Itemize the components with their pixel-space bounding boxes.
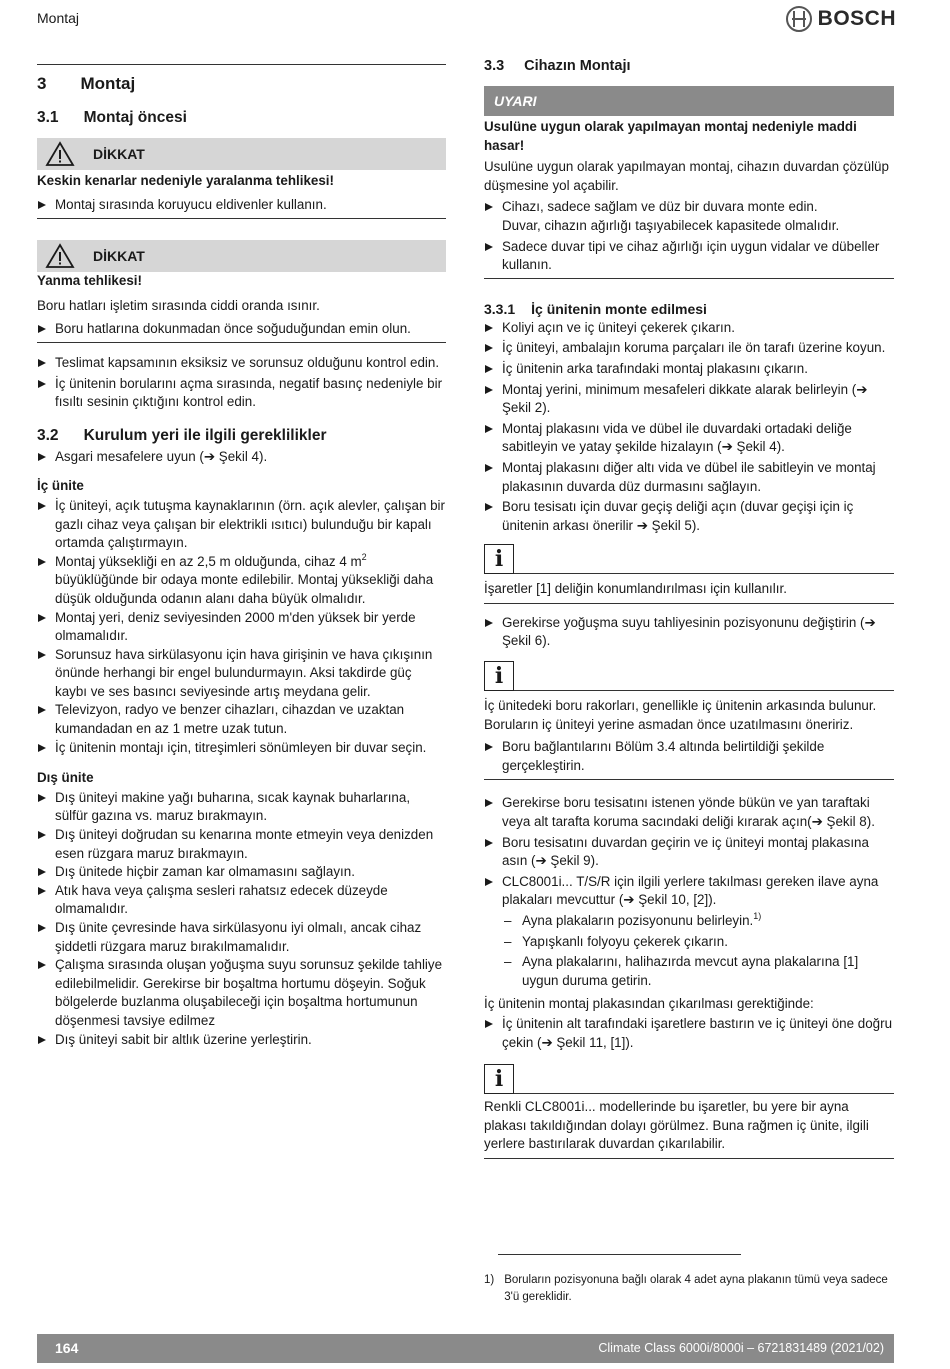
caution-title: Keskin kenarlar nedeniyle yaralanma tehlikesi! — [37, 173, 334, 188]
heading-number: 3.2 — [37, 426, 59, 444]
list-item: Çalışma sırasında oluşan yoğuşma suyu sorunsuz şekilde tahliye edilebilmelidir. Gerekirse bir boşaltma hortumu döşeyin. Soğuk bölgelerde buzlanma oluşabileceği için boşaltma hortumunun döşenmesi tavsiye edilmez — [37, 956, 446, 1030]
right-column — [484, 56, 894, 1159]
list-item: Boru tesisatını duvardan geçirin ve iç üniteyi montaj plakasına asın (➔ Şekil 9). — [484, 834, 894, 871]
piping-steps-list — [484, 794, 894, 910]
info-text: İç ünitedeki boru rakorları, genellikle iç ünitenin arkasında bulunur. Boruların iç üniteyi yerine asmadan önce uzatılmasını öneririz. — [484, 698, 877, 732]
caution-bar — [37, 138, 446, 170]
info-note-header — [484, 544, 894, 574]
subsubsection-heading-3-3-1 — [484, 300, 894, 318]
info-text: İşaretler [1] deliğin konumlandırılması için kullanılır. — [484, 581, 787, 597]
list-item: İç üniteyi, açık tutuşma kaynaklarının (örn. açık alevler, çalışan bir gazlı cihaz veya çalışan bir elektrikli ısıtıcı) bulunduğu bir kapalı ortamda çalıştırmayın. — [37, 497, 446, 553]
info-icon: i — [484, 544, 514, 574]
removal-list — [484, 1015, 894, 1052]
warning-bar: UYARI — [484, 86, 894, 116]
outdoor-unit-list — [37, 789, 446, 1049]
footnote-divider — [498, 1254, 741, 1255]
checklist — [37, 354, 446, 412]
text-part: Cihazı, sadece sağlam ve düz bir duvara monte edin. — [502, 199, 818, 215]
list-item: Atık hava veya çalışma sesleri rahatsız edecek düzeyde olmamalıdır. — [37, 882, 446, 919]
caution-list — [37, 196, 446, 215]
caution-title: Yanma tehlikesi! — [37, 273, 142, 289]
warning-text: Usulüne uygun olarak yapılmayan montaj, cihazın duvardan çözülüp düşmesine yol açabilir. — [484, 159, 889, 193]
text-part: büyüklüğünde bir odaya monte edilebilir. Montaj yüksekliği daha düşük olduğunda odanın alanı daha büyük olmalıdır. — [55, 572, 434, 606]
text-part: Duvar, cihazın ağırlığı taşıyabilecek kapasitede olmalıdır. — [502, 217, 840, 233]
superscript: 2 — [361, 551, 367, 562]
list-item: Teslimat kapsamının eksiksiz ve sorunsuz olduğunu kontrol edin. — [37, 354, 446, 373]
caution-label: DİKKAT — [93, 145, 145, 162]
info-note-header — [484, 661, 894, 691]
list-item — [502, 912, 894, 931]
list-item: – Yapışkanlı folyoyu çekerek çıkarın. — [502, 933, 894, 952]
caution-list — [37, 320, 446, 339]
indoor-unit-list — [37, 497, 446, 757]
footnote-number: 1) — [484, 1274, 495, 1286]
section-heading — [37, 73, 446, 95]
document-id: Climate Class 6000i/8000i – 6721831489 (2021/02) — [598, 1341, 884, 1356]
list-item: Boru tesisatı için duvar geçiş deliği açın (duvar geçişi için iç ünitenin arkası önerilir ➔ Şekil 5). — [484, 498, 894, 535]
bosch-armature-icon — [786, 6, 812, 32]
heading-title: Montaj öncesi — [83, 109, 187, 126]
info-text: Renkli CLC8001i... modellerinde bu işaretler, bu yere bir ayna plakası takıldığından dolayı görülmez. Buna rağmen iç ünite, ilgili yerlere bastırılarak duvardan çıkarılabilir. — [484, 1099, 869, 1152]
subsection-heading-3-3 — [484, 56, 894, 76]
list-item: Gerekirse yoğuşma suyu tahliyesinin pozisyonunu değiştirin (➔ Şekil 6). — [484, 614, 894, 651]
list-item: Montaj plakasını diğer altı vida ve dübel ile sabitleyin ve montaj plakasının duvarda düz durmasını sağlayın. — [484, 459, 894, 496]
list-item: Sorunsuz hava sirkülasyonu için hava girişinin ve hava çıkışının önünde herhangi bir engel bulundurmayın. Aksi takdirde güç kaybı ve ses basıncı seviyesinde artış meydana gelir. — [37, 646, 446, 702]
list-item: Boru bağlantılarını Bölüm 3.4 altında belirtildiği şekilde gerçekleştirin. — [484, 738, 894, 775]
list-item: Dış üniteyi doğrudan su kenarına monte etmeyin veya denizden esen rüzgara maruz bırakmayın. — [37, 826, 446, 863]
page-footer — [37, 1334, 894, 1363]
list-item: Montaj yerini, minimum mesafeleri dikkate alarak belirleyin (➔ Şekil 2). — [484, 381, 894, 418]
list-item: Montaj plakasını vida ve dübel ile duvardaki ortadaki deliğe sabitleyin ve yatay şekilde hizalayın (➔ Şekil 4). — [484, 420, 894, 457]
list-item: Montaj sırasında koruyucu eldivenler kullanın. — [37, 196, 446, 215]
list-item: Montaj yeri, deniz seviyesinden 2000 m'den yüksek bir yerde olmamalıdır. — [37, 609, 446, 646]
page-number: 164 — [55, 1340, 79, 1357]
list-item: Gerekirse boru tesisatını istenen yönde bükün ve yan taraftaki veya alt tarafta koruma sacındaki deliği kırarak açın(➔ Şekil 8). — [484, 794, 894, 831]
text-part: Ayna plakaların pozisyonunu belirleyin. — [522, 913, 754, 928]
info-note-header — [484, 1064, 894, 1094]
list-item: Dış üniteyi sabit bir altlık üzerine yerleştirin. — [37, 1031, 446, 1050]
list-item: Dış üniteyi makine yağı buharına, sıcak kaynak buharlarına, sülfür gazına vs. maruz bırakmayın. — [37, 789, 446, 826]
list-item: İç ünitenin borularını açma sırasında, negatif basınç nedeniyle bir fısıltı sesinin çıktığını kontrol edin. — [37, 375, 446, 412]
header-section: Montaj — [37, 10, 80, 26]
info-list — [484, 738, 894, 775]
warning-title: Usulüne uygun olarak yapılmayan montaj nedeniyle maddi hasar! — [484, 119, 857, 153]
requirements-list — [37, 448, 446, 467]
warning-list — [484, 198, 894, 274]
caution-label: DİKKAT — [93, 247, 145, 264]
info-icon: i — [484, 1064, 514, 1094]
heading-title: İç ünitenin monte edilmesi — [531, 300, 707, 317]
heading-title: Montaj — [80, 74, 136, 93]
info-icon: i — [484, 661, 514, 691]
mirror-plate-steps — [502, 912, 894, 990]
outdoor-unit-title: Dış ünite — [37, 770, 94, 786]
heading-title: Kurulum yeri ile ilgili gereklilikler — [83, 426, 327, 444]
list-item: Dış ünitede hiçbir zaman kar olmamasını sağlayın. — [37, 863, 446, 882]
list-item — [37, 553, 446, 609]
list-item: Koliyi açın ve iç üniteyi çekerek çıkarın. — [484, 319, 894, 338]
list-item: İç ünitenin arka tarafındaki montaj plakasını çıkarın. — [484, 360, 894, 379]
indoor-unit-title: İç ünite — [37, 478, 84, 494]
subsection-heading-3-1 — [37, 108, 446, 128]
list-item: Boru hatlarına dokunmadan önce soğuduğundan emin olun. — [37, 320, 446, 339]
heading-number: 3.3 — [484, 58, 505, 74]
bosch-logo — [786, 6, 896, 32]
list-item: Dış ünite çevresinde hava sirkülasyonu iyi olmalı, ancak cihaz şiddetli rüzgara maruz bırakılmamalıdır. — [37, 919, 446, 956]
heading-number: 3.1 — [37, 109, 59, 126]
footnote-ref: 1) — [753, 911, 762, 921]
warning-triangle-icon — [45, 141, 75, 167]
footnote — [484, 1272, 894, 1306]
list-item: – Ayna plakalarını, halihazırda mevcut ayna plakalarına [1] uygun duruma getirin. — [502, 953, 894, 990]
caution-text: Boru hatları işletim sırasında ciddi oranda ısınır. — [37, 297, 320, 313]
list-item — [484, 198, 894, 235]
list-item: İç üniteyi, ambalajın koruma parçaları ile ön tarafı üzerine koyun. — [484, 339, 894, 358]
list-item: CLC8001i... T/S/R için ilgili yerlere takılması gereken ilave ayna plakaları mevcuttur (➔ Şekil 10, [2]). — [484, 873, 894, 910]
list-item: İç ünitenin montajı için, titreşimleri sönümleyen bir duvar seçin. — [37, 739, 446, 758]
list-item: İç ünitenin alt tarafındaki işaretlere bastırın ve iç üniteyi öne doğru çekin (➔ Şekil 11, [1]). — [484, 1015, 894, 1052]
warning-triangle-icon — [45, 243, 75, 269]
brand-name: BOSCH — [817, 6, 896, 30]
caution-bar — [37, 240, 446, 272]
condensate-list — [484, 614, 894, 651]
list-item: Asgari mesafelere uyun (➔ Şekil 4). — [37, 448, 446, 467]
heading-number: 3.3.1 — [484, 300, 516, 317]
removal-text: İç ünitenin montaj plakasından çıkarılması gerektiğinde: — [484, 996, 814, 1012]
heading-title: Cihazın Montajı — [524, 58, 631, 74]
list-item: Televizyon, radyo ve benzer cihazları, cihazdan ve uzaktan kumandadan en az 1 metre uzak tutun. — [37, 701, 446, 738]
heading-number: 3 — [37, 74, 47, 93]
text-part: Montaj yüksekliği en az 2,5 m olduğunda, cihaz 4 m — [55, 553, 362, 569]
subsection-heading-3-2 — [37, 426, 446, 446]
left-column — [37, 56, 446, 1049]
list-item: Sadece duvar tipi ve cihaz ağırlığı için uygun vidalar ve dübeller kullanın. — [484, 238, 894, 275]
mounting-steps-list — [484, 319, 894, 536]
footnote-text: Boruların pozisyonuna bağlı olarak 4 adet ayna plakanın tümü veya sadece 3'ü gereklidir. — [504, 1274, 888, 1303]
